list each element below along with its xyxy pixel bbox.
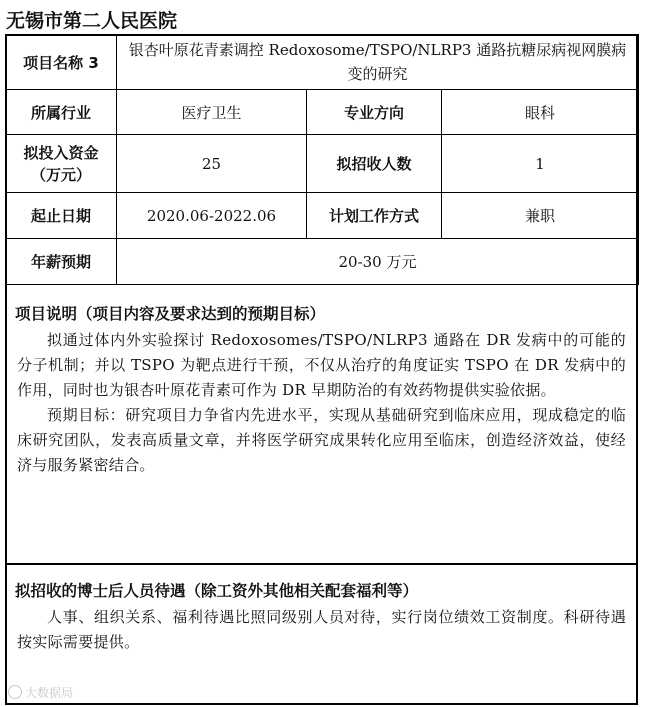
table-row (6, 193, 639, 239)
table-row (6, 90, 639, 135)
industry-value: 医疗卫生 (117, 90, 307, 135)
recruit-value: 1 (442, 135, 639, 193)
page-title: 无锡市第二人民医院 (6, 10, 178, 32)
direction-label: 专业方向 (307, 90, 442, 135)
funding-value: 25 (117, 135, 307, 193)
benefits-paragraph: 人事、组织关系、福利待遇比照同级别人员对待，实行岗位绩效工资制度。科研待遇按实际需要提供。 (17, 608, 626, 651)
project-info-table (5, 34, 639, 285)
workmode-value: 兼职 (442, 193, 639, 239)
workmode-label: 计划工作方式 (307, 193, 442, 239)
table-row (6, 239, 639, 285)
project-name-value: 银杏叶原花青素调控 Redoxosome/TSPO/NLRP3 通路抗糖尿病视网膜病变的研究 (117, 35, 639, 90)
direction-value: 眼科 (442, 90, 639, 135)
funding-label: 拟投入资金（万元） (6, 135, 117, 193)
watermark (8, 684, 73, 701)
salary-label: 年薪预期 (6, 239, 117, 285)
project-name-label: 项目名称 3 (6, 35, 117, 90)
dates-label: 起止日期 (6, 193, 117, 239)
table-row (6, 135, 639, 193)
table-row (6, 35, 639, 90)
benefits-title: 拟招收的博士后人员待遇（除工资外其他相关配套福利等） (15, 582, 419, 600)
recruit-label: 拟招收人数 (307, 135, 442, 193)
benefits-section (7, 579, 636, 655)
section-divider (5, 563, 638, 565)
industry-label: 所属行业 (6, 90, 117, 135)
dates-value: 2020.06-2022.06 (117, 193, 307, 239)
description-paragraph-1: 拟通过体内外实验探讨 Redoxosomes/TSPO/NLRP3 通路在 DR 发病中的可能的分子机制；并以 TSPO 为靶点进行干预，不仅从治疗的角度证实 TSPO 在 DR 发病中的作用，同时也为银杏叶原花青素可作为 DR 早期防治的有效药物提供实验依据。 (17, 331, 626, 399)
description-title: 项目说明（项目内容及要求达到的预期目标） (15, 305, 326, 323)
salary-value: 20-30 万元 (117, 239, 639, 285)
watermark-logo-icon (8, 685, 22, 699)
description-paragraph-2: 预期目标：研究项目力争省内先进水平，实现从基础研究到临床应用，现成稳定的临床研究团队，发表高质量文章，并将医学研究成果转化应用至临床，创造经济效益，使经济与服务紧密结合。 (17, 406, 626, 474)
description-section (7, 302, 636, 478)
watermark-text: 大数据局 (25, 686, 74, 700)
